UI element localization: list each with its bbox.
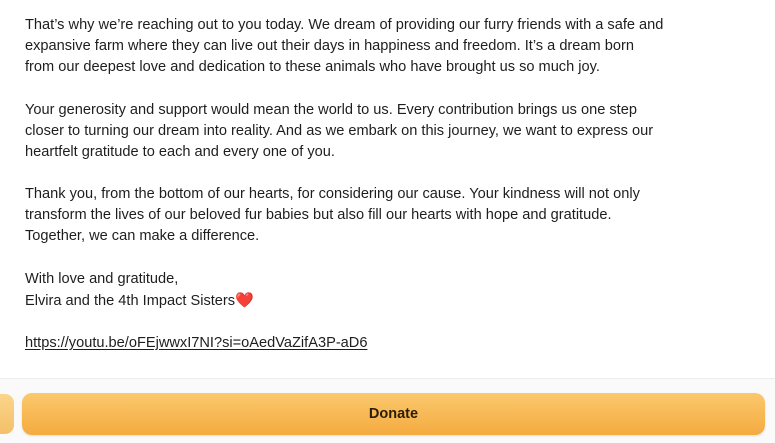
youtube-video-link[interactable]: https://youtu.be/oFEjwwxI7NI?si=oAedVaZifA3P-aD6 [25,335,368,351]
story-paragraph: Thank you, from the bottom of our hearts, for considering our cause. Your kindness will not only transform the lives of our beloved fur babies but also fill our hearts with hope and gratitude. Together, we can make a difference. [25,186,640,244]
story-signoff [25,269,665,312]
story-paragraph: That’s why we’re reaching out to you today. We dream of providing our furry friends with a safe and expansive farm where they can live out their days in happiness and freedom. It’s a dream born from our deepest love and dedication to these animals who have brought us so much joy. [25,17,664,75]
share-button-partial[interactable] [0,394,14,434]
campaign-story [25,15,665,376]
signature-line: Elvira and the 4th Impact Sisters [25,292,236,309]
heart-icon: ❤️ [235,290,254,309]
story-paragraph: Your generosity and support would mean the world to us. Every contribution brings us one step closer to turning our dream into reality. And as we embark on this journey, we want to express our heartfelt gratitude to each and every one of you. [25,101,654,160]
donate-button[interactable]: Donate [22,393,765,435]
video-link-row [25,333,665,354]
closing-line: With love and gratitude, [25,270,179,287]
donate-footer [0,378,775,443]
